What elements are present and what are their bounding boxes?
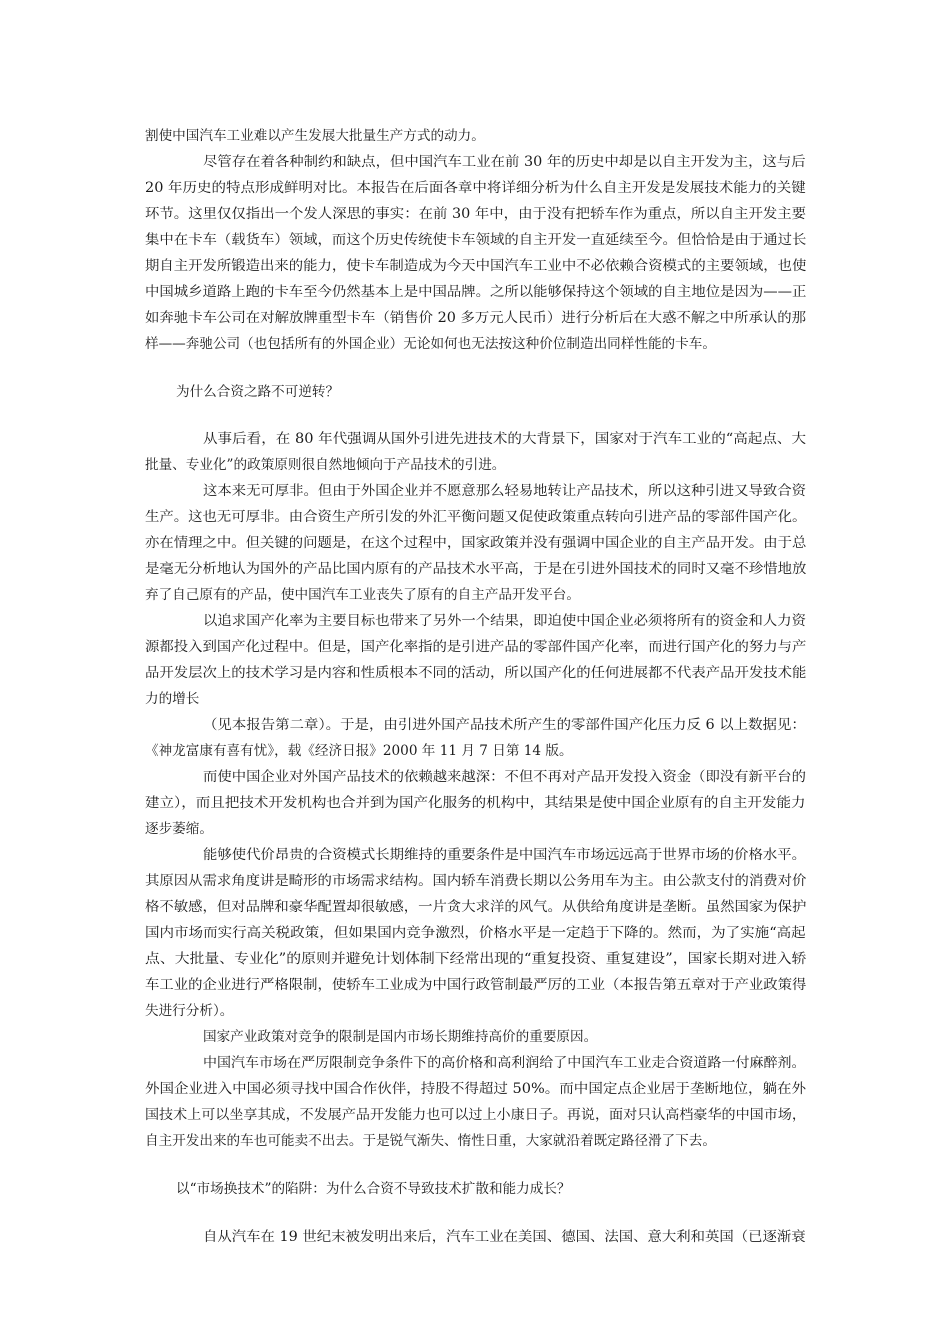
text-line: 中国城乡道路上跑的卡车至今仍然基本上是中国品牌。之所以能够保持这个领域的自主地位是因为——正 [145, 284, 807, 300]
section-heading: 为什么合资之路不可逆转？ [176, 384, 340, 400]
text-line: （见本报告第二章）。于是，由引进外国产品技术所产生的零部件国产化压力反 6 以上数据见： [203, 717, 806, 733]
text-line: 逐步萎缩。 [145, 821, 213, 837]
text-line: 品开发层次上的技术学习是内容和性质根本不同的活动，所以国产化的任何进展都不代表产品开发技术能 [145, 665, 807, 681]
text-line: 如奔驰卡车公司在对解放牌重型卡车（销售价 20 多万元人民币）进行分析后在大惑不解之中所承认的那 [145, 310, 807, 326]
section-heading: 以“市场换技术”的陷阱：为什么合资不导致技术扩散和能力成长？ [176, 1181, 571, 1197]
text-line: 其原因从需求角度讲是畸形的市场需求结构。国内轿车消费长期以公务用车为主。由公款支付的消费对价 [145, 873, 807, 889]
text-line: 弃了自己原有的产品，使中国汽车工业丧失了原有的自主产品开发平台。 [145, 587, 580, 603]
text-line: 自从汽车在 19 世纪末被发明出来后，汽车工业在美国、德国、法国、意大利和英国（已逐渐衰 [203, 1229, 806, 1245]
text-line: 是毫无分析地认为国外的产品比国内原有的产品技术水平高，于是在引进外国技术的同时又毫不珍惜地放 [145, 561, 807, 577]
text-line: 《神龙富康有喜有忧》，载《经济日报》2000 年 11 月 7 日第 14 版。 [145, 743, 573, 759]
text-line: 国内市场而实行高关税政策，但如果国内竞争激烈，价格水平是一定趋于下降的。然而，为了实施“高起 [145, 925, 806, 941]
text-line: 亦在情理之中。但关键的问题是，在这个过程中，国家政策并没有强调中国企业的自主产品开发。由于总 [145, 535, 807, 551]
text-line: 割使中国汽车工业难以产生发展大批量生产方式的动力。 [145, 128, 485, 144]
text-line: 这本来无可厚非。但由于外国企业并不愿意那么轻易地转让产品技术，所以这种引进又导致合资 [203, 483, 806, 499]
text-line: 尽管存在着各种制约和缺点，但中国汽车工业在前 30 年的历史中却是以自主开发为主，这与后 [203, 154, 806, 170]
text-line: 能够使代价昂贵的合资模式长期维持的重要条件是中国汽车市场远远高于世界市场的价格水平。 [203, 847, 806, 863]
text-line: 外国企业进入中国必须寻找中国合作伙伴，持股不得超过 50%。而中国定点企业居于垄断地位，躺在外 [145, 1081, 807, 1097]
text-line: 中国汽车市场在严厉限制竞争条件下的高价格和高利润给了中国汽车工业走合资道路一付麻醉剂。 [203, 1055, 806, 1071]
text-line: 批量、专业化”的政策原则很自然地倾向于产品技术的引进。 [145, 457, 506, 473]
text-line: 国技术上可以坐享其成，不发展产品开发能力也可以过上小康日子。再说，面对只认高档豪华的中国市场， [145, 1107, 806, 1123]
text-line: 自主开发出来的车也可能卖不出去。于是锐气渐失、惰性日重，大家就沿着既定路径滑了下去。 [145, 1133, 716, 1149]
text-line: 点、大批量、专业化”的原则并避免计划体制下经常出现的“重复投资、重复建设”，国家长期对进入轿 [145, 951, 807, 967]
text-line: 集中在卡车（载货车）领域，而这个历史传统使卡车领域的自主开发一直延续至今。但恰恰是由于通过长 [145, 232, 807, 248]
text-line: 车工业的企业进行严格限制，使轿车工业成为中国行政管制最严厉的工业（本报告第五章对于产业政策得 [145, 977, 807, 993]
text-line: 期自主开发所锻造出来的能力，使卡车制造成为今天中国汽车工业中不必依赖合资模式的主要领域，也使 [145, 258, 807, 274]
text-line: 20 年历史的特点形成鲜明对比。本报告在后面各章中将详细分析为什么自主开发是发展技术能力的关键 [145, 180, 806, 196]
text-line: 格不敏感，但对品牌和豪华配置却很敏感，一片贪大求洋的风气。从供给角度讲是垄断。虽然国家为保护 [145, 899, 807, 915]
text-line: 从事后看，在 80 年代强调从国外引进先进技术的大背景下，国家对于汽车工业的“高起点、大 [203, 431, 807, 447]
text-line: 以追求国产化率为主要目标也带来了另外一个结果，即迫使中国企业必须将所有的资金和人力资 [203, 613, 806, 629]
text-line: 样——奔驰公司（也包括所有的外国企业）无论如何也无法按这种价位制造出同样性能的卡车。 [145, 336, 716, 352]
text-line: 而使中国企业对外国产品技术的依赖越来越深：不但不再对产品开发投入资金（即没有新平台的 [203, 769, 806, 785]
text-line: 环节。这里仅仅指出一个发人深思的事实：在前 30 年中，由于没有把轿车作为重点，所以自主开发主要 [145, 206, 807, 222]
text-line: 建立），而且把技术开发机构也合并到为国产化服务的机构中，其结果是使中国企业原有的自主开发能力 [145, 795, 806, 811]
text-line: 源都投入到国产化过程中。但是，国产化率指的是引进产品的零部件国产化率，而进行国产化的努力与产 [145, 639, 807, 655]
text-line: 国家产业政策对竞争的限制是国内市场长期维持高价的重要原因。 [203, 1029, 598, 1045]
text-line: 生产。这也无可厚非。由合资生产所引发的外汇平衡问题又促使政策重点转向引进产品的零部件国产化。 [145, 509, 807, 525]
text-line: 失进行分析）。 [145, 1003, 234, 1019]
text-line: 力的增长 [145, 691, 200, 707]
